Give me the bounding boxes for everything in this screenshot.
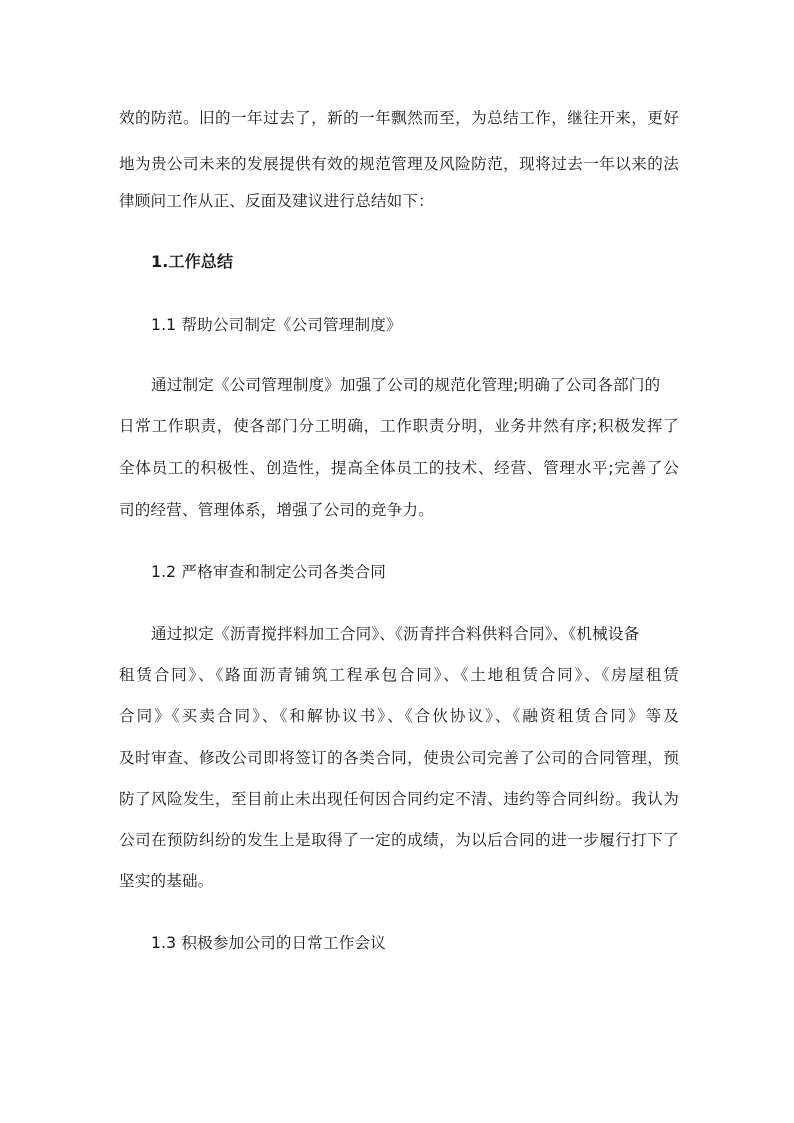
sub1-line-1: 通过制定《公司管理制度》加强了公司的规范化管理;明确了公司各部门的: [151, 376, 661, 394]
sub2-line-2: 租赁合同》、《路面沥青铺筑工程承包合同》、《土地租赁合同》、《房屋租赁: [119, 666, 679, 684]
sub1-line-4: 司的经营、管理体系，增强了公司的竞争力。: [119, 501, 434, 519]
sub2-line-1: 通过拟定《沥青搅拌料加工合同》、《沥青拌合料供料合同》、《机械设备: [151, 625, 640, 643]
sub2-line-3: 合同》《买卖合同》、《和解协议书》、《合伙协议》、《融资租赁合同》等及: [119, 707, 679, 725]
sub2-line-7: 坚实的基础。: [119, 872, 214, 890]
sub2-line-6: 公司在预防纠纷的发生上是取得了一定的成绩，为以后合同的进一步履行打下了: [119, 831, 679, 849]
intro-line-1: 效的防范。旧的一年过去了，新的一年飘然而至，为总结工作，继往开来，更好: [119, 109, 679, 127]
intro-line-2: 地为贵公司未来的发展提供有效的规范管理及风险防范，现将过去一年以来的法: [119, 155, 679, 173]
intro-line-3: 律顾问工作从正、反面及建议进行总结如下：: [119, 192, 434, 210]
section-heading-work-summary: 1.工作总结: [151, 252, 234, 271]
subsection-heading-1-1: 1.1 帮助公司制定《公司管理制度》: [151, 316, 402, 334]
subsection-heading-1-3: 1.3 积极参加公司的日常工作会议: [151, 934, 387, 952]
sub1-line-2: 日常工作职责，使各部门分工明确，工作职责分明，业务井然有序;积极发挥了: [119, 417, 679, 435]
sub2-line-5: 防了风险发生，至目前止未出现任何因合同约定不清、违约等合同纠纷。我认为: [119, 790, 679, 808]
sub2-line-4: 及时审查、修改公司即将签订的各类合同，使贵公司完善了公司的合同管理，预: [119, 749, 679, 767]
sub1-line-3: 全体员工的积极性、创造性，提高全体员工的技术、经营、管理水平;完善了公: [119, 459, 679, 477]
subsection-heading-1-2: 1.2 严格审查和制定公司各类合同: [151, 563, 387, 581]
